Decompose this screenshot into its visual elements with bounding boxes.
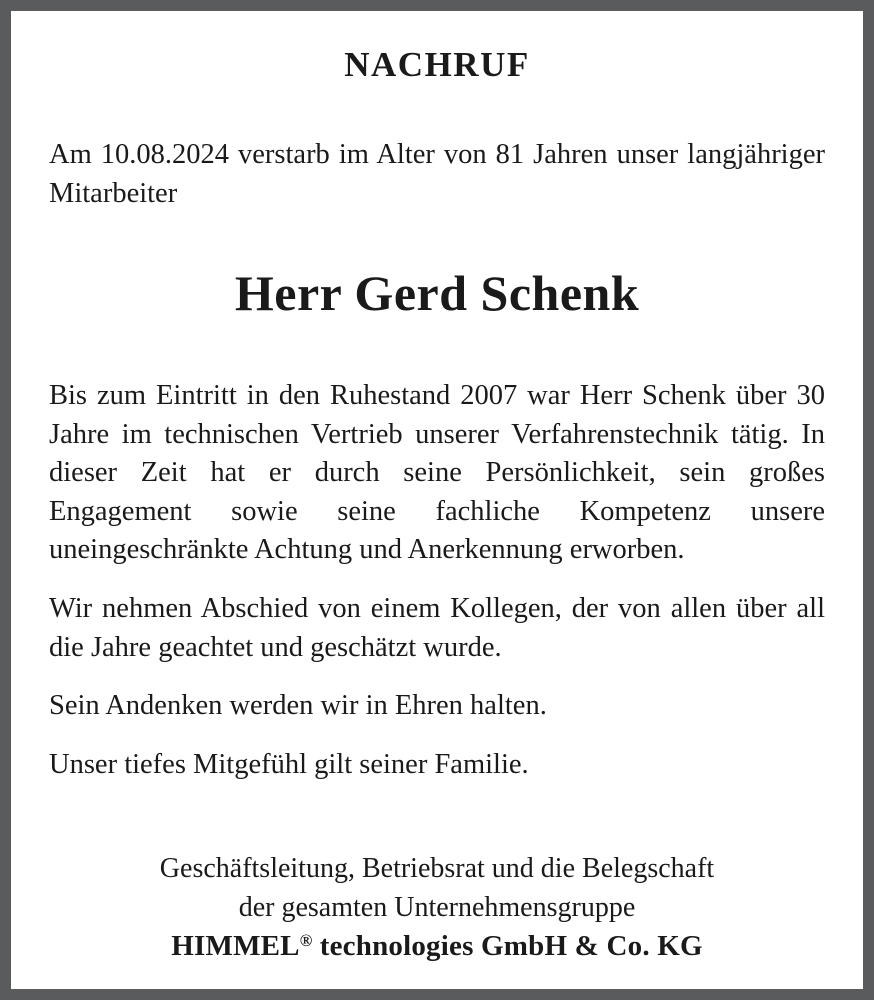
signature-company — [49, 927, 825, 967]
notice-heading: NACHRUF — [344, 45, 530, 84]
registered-trademark-icon: ® — [299, 930, 313, 950]
signature-line-organisation: Geschäftsleitung, Betriebsrat und die Belegschaft — [159, 853, 715, 885]
deceased-name: Herr Gerd Schenk — [234, 264, 640, 321]
intro-paragraph: Am 10.08.2024 verstarb im Alter von 81 Jahren unser langjähriger Mitarbeiter — [49, 139, 825, 209]
tribute-paragraph-3: Sein Andenken werden wir in Ehren halten. — [49, 690, 547, 722]
tribute-paragraph-2: Wir nehmen Abschied von einem Kollegen, der von allen über all die Jahre geachtet und geschätzt wurde. — [49, 593, 825, 663]
tribute-paragraph-4: Unser tiefes Mitgefühl gilt seiner Familie. — [49, 748, 529, 780]
company-suffix: technologies GmbH & Co. KG — [312, 930, 703, 963]
signature-line-group: der gesamten Unternehmensgruppe — [238, 891, 636, 923]
signature-block — [49, 850, 825, 966]
tribute-paragraph-1: Bis zum Eintritt in den Ruhestand 2007 war Herr Schenk über 30 Jahre im technischen Vertrieb unserer Verfahrenstechnik tätig. In dieser Zeit hat er durch seine Persönlichkeit, sein großes Engagement sowie seine fachliche Kompetenz unsere uneingeschränkte Achtung und Anerkennung erworben. — [49, 380, 825, 566]
company-name: HIMMEL — [171, 930, 300, 963]
obituary-card — [11, 11, 863, 989]
